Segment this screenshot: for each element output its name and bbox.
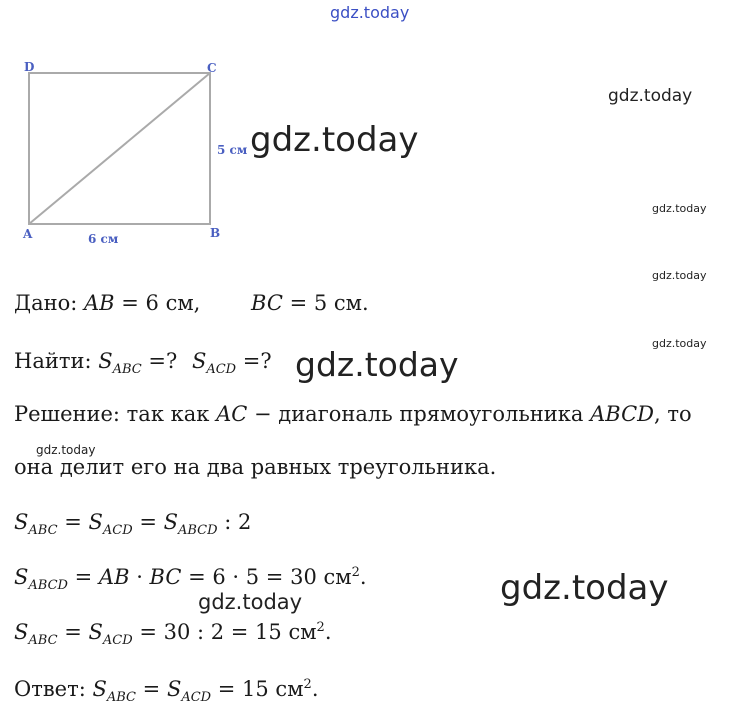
area-symbol: S — [163, 510, 178, 534]
square: 2 — [351, 565, 360, 580]
given-prefix: Дано: — [14, 291, 84, 315]
calc: = 6 · 5 = 30 см — [181, 565, 352, 589]
solution-line-1 — [14, 402, 692, 426]
square: 2 — [303, 677, 312, 692]
watermark-top: gdz.today — [330, 3, 410, 22]
equals: = — [135, 677, 167, 701]
var-abcd: ABCD — [590, 402, 654, 426]
solution-line-2: она делит его на два равных треугольника. — [14, 455, 497, 479]
watermark: gdz.today — [652, 269, 707, 282]
vertex-b-label: B — [210, 226, 221, 240]
sub-abc: ABC — [28, 523, 58, 539]
area-symbol: S — [92, 677, 107, 701]
sub-acd: ACD — [206, 362, 237, 378]
equation-3 — [14, 620, 332, 648]
sub-acd: ACD — [102, 633, 133, 649]
diagonal-ac — [29, 73, 210, 224]
answer-line — [14, 677, 319, 705]
rectangle-figure — [0, 0, 260, 250]
find-prefix: Найти: — [14, 349, 99, 373]
equation-1 — [14, 510, 251, 538]
equals: = — [57, 620, 89, 644]
var-ab: AB — [83, 291, 115, 315]
period: . — [311, 677, 319, 701]
area-symbol: S — [191, 349, 207, 373]
find-question: =? — [236, 349, 272, 373]
calc: = 30 : 2 = 15 см — [132, 620, 317, 644]
given-ab-value: = 6 см, — [114, 291, 201, 315]
find-question: =? — [141, 349, 178, 373]
divide-two: : 2 — [217, 510, 252, 534]
sub-acd: ACD — [102, 523, 133, 539]
watermark: gdz.today — [250, 120, 419, 160]
area-symbol: S — [88, 620, 103, 644]
sub-abc: ABC — [106, 690, 136, 706]
dot: · — [129, 565, 150, 589]
vertex-a-label: A — [23, 227, 33, 241]
find-line — [14, 349, 272, 377]
answer-prefix: Ответ: — [14, 677, 93, 701]
vertex-c-label: C — [207, 61, 217, 75]
answer-value: = 15 см — [211, 677, 304, 701]
area-symbol: S — [14, 565, 29, 589]
var-bc: BC — [149, 565, 182, 589]
watermark: gdz.today — [652, 202, 707, 215]
square: 2 — [316, 620, 325, 635]
var-ac: AC — [216, 402, 248, 426]
given-line — [14, 291, 369, 315]
var-bc: BC — [251, 291, 283, 315]
watermark: gdz.today — [652, 337, 707, 350]
watermark: gdz.today — [608, 86, 693, 106]
side-bc-label: 5 см — [217, 143, 248, 157]
watermark: gdz.today — [36, 443, 96, 457]
watermark: gdz.today — [198, 590, 303, 614]
solution-end: , то — [653, 402, 692, 426]
solution-mid: − диагональ прямоугольника — [247, 402, 591, 426]
sub-abcd: ABCD — [177, 523, 218, 539]
sub-abcd: ABCD — [28, 578, 68, 594]
area-symbol: S — [98, 349, 113, 373]
sub-acd: ACD — [181, 690, 212, 706]
area-symbol: S — [14, 510, 29, 534]
equals: = — [67, 565, 99, 589]
area-symbol: S — [14, 620, 29, 644]
period: . — [359, 565, 367, 589]
sub-abc: ABC — [28, 633, 58, 649]
area-symbol: S — [88, 510, 103, 534]
solution-prefix: Решение: так как — [14, 402, 217, 426]
area-symbol: S — [166, 677, 182, 701]
equals: = — [132, 510, 164, 534]
var-ab: AB — [98, 565, 130, 589]
vertex-d-label: D — [24, 60, 35, 74]
period: . — [324, 620, 332, 644]
equation-2 — [14, 565, 367, 593]
equals: = — [57, 510, 89, 534]
watermark: gdz.today — [295, 345, 459, 384]
watermark: gdz.today — [500, 568, 669, 608]
sub-abc: ABC — [112, 362, 142, 378]
side-ab-label: 6 см — [88, 232, 119, 246]
given-bc-value: = 5 см. — [282, 291, 369, 315]
